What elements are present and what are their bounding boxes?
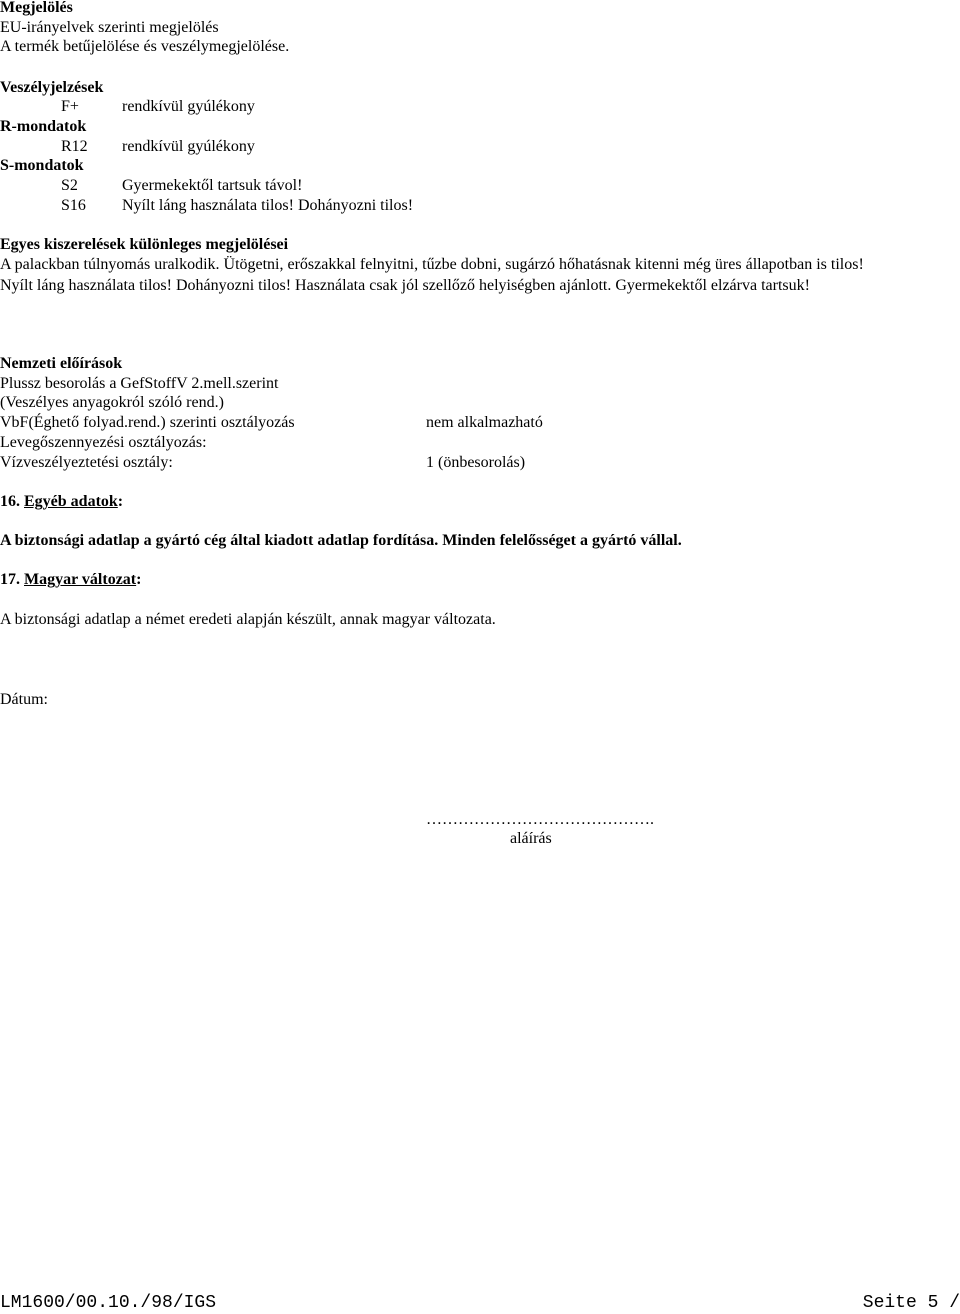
section-17-title: Magyar változat	[24, 571, 137, 588]
s16-text: Nyílt láng használata tilos! Dohányozni tilos!	[122, 197, 414, 214]
section-16-heading	[0, 492, 123, 512]
special-markings-text: A palackban túlnyomás uralkodik. Ütögetni, erőszakkal felnyitni, tűzbe dobni, sugárzó hőhatásnak kitenni még üres állapotban is tilos! Nyílt láng használata tilos! Dohányozni tilos! Használata csak jól szellőző helyiségben ajánlott. Gyermekektől elzárva tartsuk!	[0, 256, 864, 294]
footer-document-code: LM1600/00.10./98/IGS	[0, 1293, 217, 1313]
national-title: Nemzeti előírások	[0, 355, 123, 372]
section-17-text: A biztonsági adatlap a német eredeti alapján készült, annak magyar változata.	[0, 611, 496, 628]
section-17-heading	[0, 570, 141, 590]
signature-label: aláírás	[510, 830, 552, 847]
section-16-colon: :	[117, 493, 124, 510]
hazard-code-f: F+	[61, 98, 79, 115]
section-16-text: A biztonsági adatlap a gyártó cég által kiadott adatlap fordítása. Minden felelősséget a gyártó vállal.	[0, 532, 682, 549]
national-line-2: (Veszélyes anyagokról szóló rend.)	[0, 394, 224, 411]
water-hazard-label: Vízveszélyeztetési osztály:	[0, 454, 173, 471]
section-17-colon: :	[136, 571, 142, 588]
date-label: Dátum:	[0, 691, 48, 708]
s-phrases-title: S-mondatok	[0, 157, 84, 174]
r12-code: R12	[61, 138, 88, 155]
footer-page-number: Seite 5 /	[862, 1293, 960, 1313]
marking-line-1: EU-irányelvek szerinti megjelölés	[0, 19, 219, 36]
air-pollution-label: Levegőszennyezési osztályozás:	[0, 434, 207, 451]
water-hazard-value: 1 (önbesorolás)	[426, 454, 526, 471]
vbf-value: nem alkalmazható	[426, 414, 543, 431]
r-phrases-title: R-mondatok	[0, 118, 87, 135]
section-17-number: 17.	[0, 571, 20, 588]
hazard-title: Veszélyjelzések	[0, 79, 104, 96]
s16-code: S16	[61, 197, 86, 214]
marking-line-2: A termék betűjelölése és veszélymegjelölése.	[0, 38, 290, 55]
r12-text: rendkívül gyúlékony	[122, 138, 255, 155]
national-line-1: Plussz besorolás a GefStoffV 2.mell.szerint	[0, 375, 279, 392]
section-16-title: Egyéb adatok	[24, 493, 118, 510]
marking-title: Megjelölés	[0, 0, 73, 16]
s2-text: Gyermekektől tartsuk távol!	[122, 177, 303, 194]
s2-code: S2	[61, 177, 78, 194]
special-markings-title: Egyes kiszerelések különleges megjelölései	[0, 236, 289, 253]
hazard-text-f: rendkívül gyúlékony	[122, 98, 255, 115]
section-16-number: 16.	[0, 493, 20, 510]
vbf-label: VbF(Éghető folyad.rend.) szerinti osztályozás	[0, 414, 295, 431]
signature-line: …………………………………….	[426, 811, 654, 828]
